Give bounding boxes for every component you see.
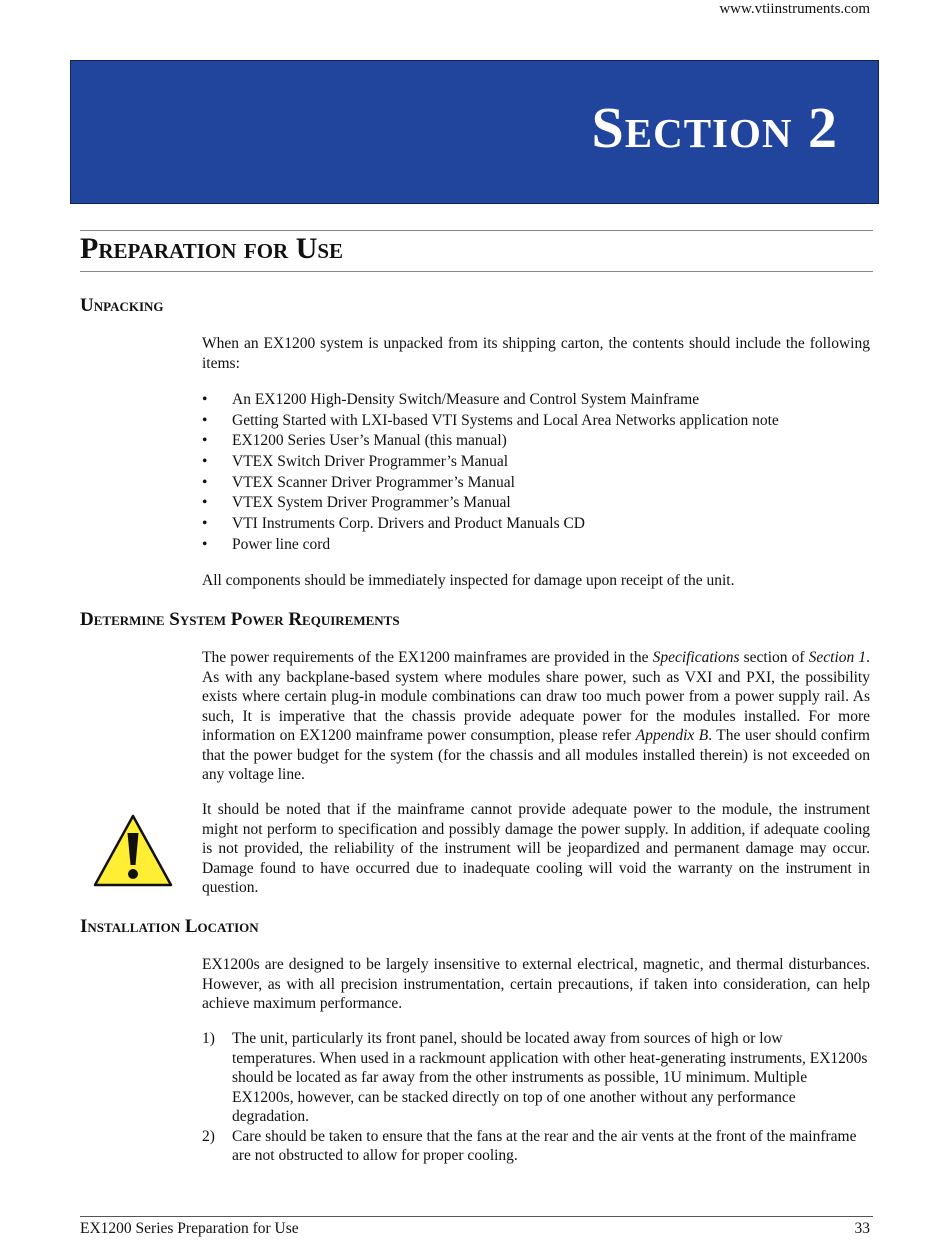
page-number: 33: [854, 1220, 870, 1237]
step-number: 2): [202, 1127, 215, 1145]
section-1-ref: Section 1: [808, 649, 867, 666]
warning-triangle-icon: [92, 813, 174, 889]
banner-title: Section 2: [591, 95, 838, 160]
heading-power-requirements: Determine System Power Requirements: [80, 609, 400, 630]
list-item: • EX1200 Series User’s Manual (this manual): [202, 431, 779, 452]
step-number: 1): [202, 1030, 215, 1047]
step-text: Care should be taken to ensure that the fans at the rear and the air vents at the front of the mainframe are not obstructed to allow for proper cooling.: [232, 1127, 857, 1164]
power-paragraph: The power requirements of the EX1200 mainframes are provided in the Specifications section of Section 1. As with any backplane-based system where modules share power, such as VXI and PXI, the possibility exists where certain plug-in module combinations can draw too much power from a power supply rail. As such, It is imperative that the chassis provide adequate power for the modules installed. For more information on EX1200 mainframe power consumption, please refer Appendix B. The user should confirm that the power budget for the system (for the chassis and all modules installed therein) is not exceeded on any voltage line.: [202, 649, 870, 783]
list-item: • VTI Instruments Corp. Drivers and Product Manuals CD: [202, 514, 779, 535]
heading-installation-location: Installation Location: [80, 916, 259, 937]
installation-intro: EX1200s are designed to be largely insensitive to external electrical, magnetic, and thermal disturbances. However, as with all precision instrumentation, certain precautions, if taken into consideration, can help achieve maximum performance.: [202, 956, 870, 1012]
list-item: • VTEX Scanner Driver Programmer’s Manual: [202, 473, 779, 494]
section-title: Preparation for Use: [80, 232, 344, 265]
website-url: www.vtiinstruments.com: [719, 1, 870, 17]
unpacking-intro: When an EX1200 system is unpacked from its shipping carton, the contents should include the following items:: [202, 335, 870, 372]
title-rule-top: [80, 230, 873, 231]
list-item: • An EX1200 High-Density Switch/Measure and Control System Mainframe: [202, 390, 779, 411]
list-item: [202, 1029, 870, 1127]
installation-steps: [202, 1029, 870, 1166]
list-item: • Power line cord: [202, 535, 779, 556]
unpacking-item-list: [202, 390, 779, 556]
step-text: The unit, particularly its front panel, should be located away from sources of high or low temperatures. When used in a rackmount application with other heat-generating instruments, EX1200s should be located as far away from the other instruments as possible, 1U minimum. Multiple EX1200s, however, can be stacked directly on top of one another without any performance degradation.: [232, 1030, 868, 1125]
list-item: • VTEX Switch Driver Programmer’s Manual: [202, 452, 779, 473]
specifications-ref: Specifications: [652, 649, 740, 666]
unpacking-closing: All components should be immediately inspected for damage upon receipt of the unit.: [202, 572, 735, 589]
footer-rule: [80, 1216, 873, 1217]
list-item: [202, 1127, 870, 1166]
title-rule-bottom: [80, 271, 873, 272]
appendix-b-ref: Appendix B: [635, 727, 709, 744]
list-item: • VTEX System Driver Programmer’s Manual: [202, 493, 779, 514]
list-item: • Getting Started with LXI-based VTI Systems and Local Area Networks application note: [202, 411, 779, 432]
section-banner: [70, 60, 879, 204]
footer-title: EX1200 Series Preparation for Use: [80, 1220, 299, 1237]
warning-paragraph: It should be noted that if the mainframe cannot provide adequate power to the module, the instrument might not perform to specification and possibly damage the power supply. In addition, if adequate cooling is not provided, the reliability of the instrument will be jeopardized and permanent damage may occur. Damage found to have occurred due to inadequate cooling will void the warranty on the instrument in question.: [202, 801, 870, 896]
heading-unpacking: Unpacking: [80, 295, 164, 316]
